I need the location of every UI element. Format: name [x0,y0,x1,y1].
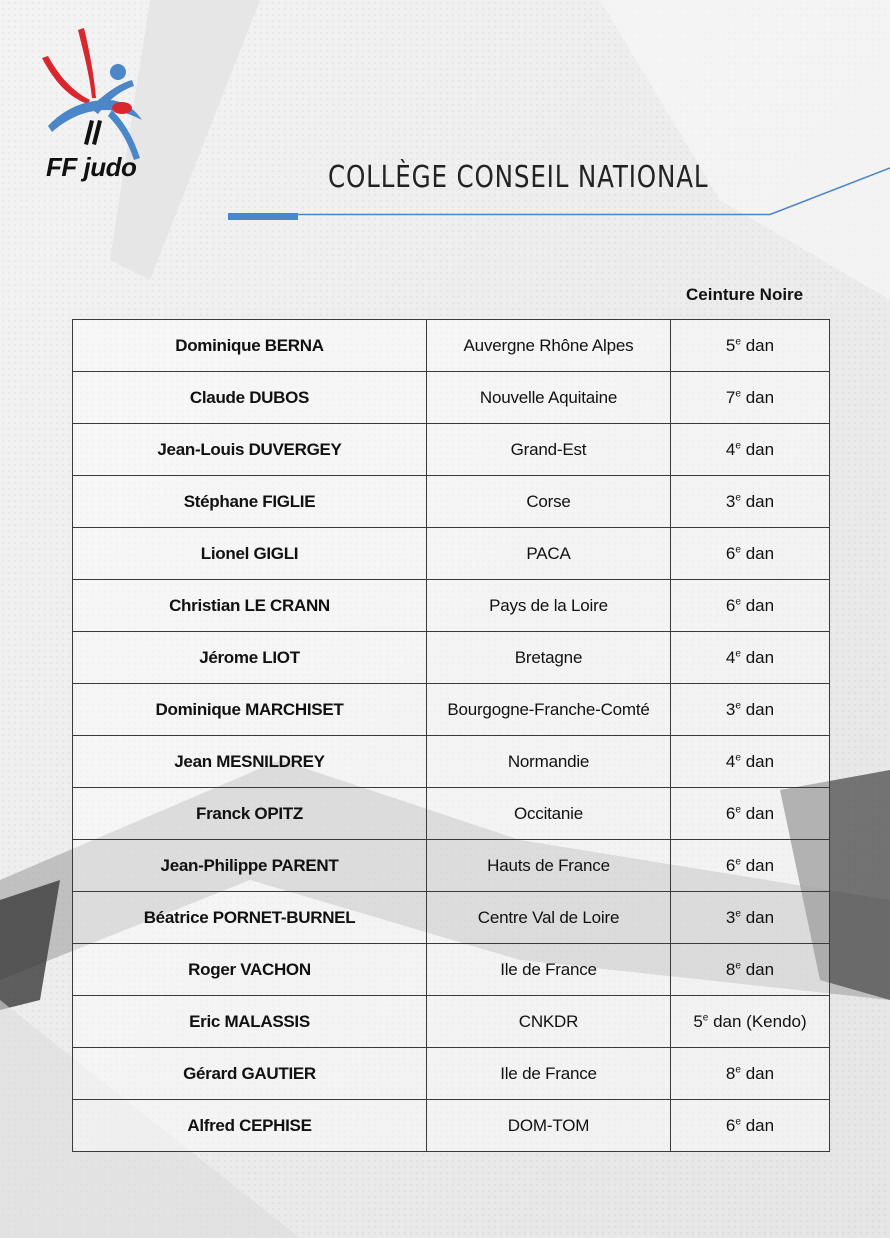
table-row [73,372,830,424]
grade-label: dan [745,959,775,979]
member-grade [671,684,830,736]
member-name: Stéphane FIGLIE [73,476,427,528]
grade-label: dan [745,647,775,667]
table-row [73,840,830,892]
member-name: Jean-Philippe PARENT [73,840,427,892]
grade-number: 6 [725,543,736,563]
table-row [73,476,830,528]
member-region: DOM-TOM [427,1100,671,1152]
member-grade [671,944,830,996]
grade-number: 4 [725,751,736,771]
grade-label: dan [745,803,775,823]
brand-logo-text: FF judo [46,152,137,182]
grade-number: 3 [725,491,736,511]
grade-label: dan [745,751,775,771]
grade-number: 6 [725,803,736,823]
table-row [73,892,830,944]
grade-number: 8 [725,959,736,979]
grade-number: 3 [725,907,736,927]
grade-label: dan [745,699,775,719]
grade-suffix: e [735,699,741,711]
table-row [73,424,830,476]
member-grade [671,1100,830,1152]
member-name: Gérard GAUTIER [73,1048,427,1100]
table-row [73,996,830,1048]
table-row [73,320,830,372]
grade-label: dan [745,855,775,875]
grade-suffix: e [735,439,741,451]
member-region: CNKDR [427,996,671,1048]
grade-suffix: e [735,1115,741,1127]
member-name: Roger VACHON [73,944,427,996]
member-name: Claude DUBOS [73,372,427,424]
grade-suffix: e [735,959,741,971]
grade-suffix: e [702,1011,709,1023]
member-region: Bretagne [427,632,671,684]
member-region: Corse [427,476,671,528]
member-region: Normandie [427,736,671,788]
member-region: PACA [427,528,671,580]
grade-suffix: e [735,387,741,399]
member-region: Grand-Est [427,424,671,476]
grade-number: 5 [693,1011,703,1031]
grade-label: dan (Kendo) [713,1011,807,1031]
table-row [73,1100,830,1152]
grade-label: dan [745,1063,775,1083]
member-grade [671,996,830,1048]
grade-number: 3 [725,699,736,719]
table-row [73,736,830,788]
member-grade [671,892,830,944]
grade-suffix: e [735,907,741,919]
grade-label: dan [745,335,775,355]
table-row [73,528,830,580]
member-grade [671,424,830,476]
grade-label: dan [745,491,775,511]
member-region: Nouvelle Aquitaine [427,372,671,424]
table-row [73,580,830,632]
member-name: Jérome LIOT [73,632,427,684]
member-name: Franck OPITZ [73,788,427,840]
grade-number: 8 [725,1063,736,1083]
grade-number: 5 [725,335,736,355]
grade-suffix: e [735,855,741,867]
grade-suffix: e [735,335,741,347]
member-grade [671,788,830,840]
grade-number: 6 [725,595,736,615]
member-grade [671,840,830,892]
grade-number: 7 [725,387,736,407]
grade-number: 4 [725,647,736,667]
member-region: Auvergne Rhône Alpes [427,320,671,372]
grade-label: dan [745,1115,775,1135]
grade-suffix: e [735,803,741,815]
grade-label: dan [745,387,775,407]
member-region: Hauts de France [427,840,671,892]
grade-label: dan [745,439,775,459]
member-name: Dominique MARCHISET [73,684,427,736]
member-name: Jean-Louis DUVERGEY [73,424,427,476]
member-grade [671,736,830,788]
member-grade [671,528,830,580]
table-row [73,632,830,684]
member-grade [671,632,830,684]
members-table [72,319,830,1152]
member-region: Pays de la Loire [427,580,671,632]
member-region: Ile de France [427,1048,671,1100]
grade-suffix: e [735,1063,741,1075]
table-row [73,684,830,736]
grade-suffix: e [735,751,741,763]
member-region: Ile de France [427,944,671,996]
member-grade [671,1048,830,1100]
grade-label: dan [745,595,775,615]
member-grade [671,476,830,528]
member-name: Dominique BERNA [73,320,427,372]
member-name: Lionel GIGLI [73,528,427,580]
table-row [73,944,830,996]
member-grade [671,372,830,424]
grade-number: 6 [725,855,736,875]
grade-suffix: e [735,491,741,503]
member-name: Alfred CEPHISE [73,1100,427,1152]
member-name: Béatrice PORNET-BURNEL [73,892,427,944]
table-row [73,1048,830,1100]
member-region: Occitanie [427,788,671,840]
column-header-grade: Ceinture Noire [686,285,804,304]
grade-label: dan [745,907,775,927]
grade-suffix: e [735,647,741,659]
member-region: Bourgogne-Franche-Comté [427,684,671,736]
member-grade [671,580,830,632]
table-row [73,788,830,840]
grade-label: dan [745,543,775,563]
member-name: Eric MALASSIS [73,996,427,1048]
grade-suffix: e [735,543,741,555]
grade-number: 6 [725,1115,736,1135]
page-title: COLLÈGE CONSEIL NATIONAL [328,160,709,195]
grade-suffix: e [735,595,741,607]
grade-number: 4 [725,439,736,459]
member-grade [671,320,830,372]
member-region: Centre Val de Loire [427,892,671,944]
member-name: Christian LE CRANN [73,580,427,632]
member-name: Jean MESNILDREY [73,736,427,788]
